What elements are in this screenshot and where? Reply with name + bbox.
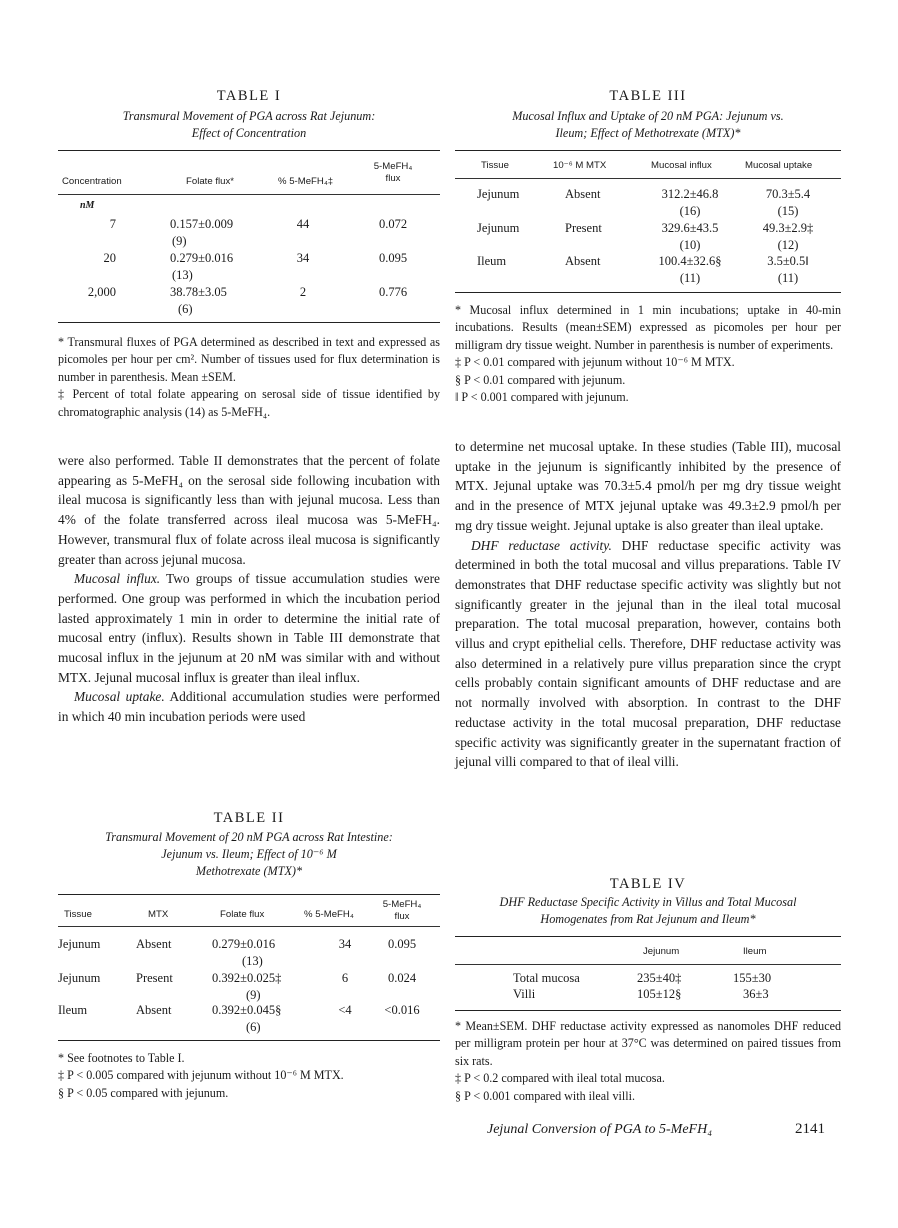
- section-heading: Mucosal uptake.: [74, 689, 165, 705]
- table-rule: [455, 1010, 841, 1011]
- table-rule: [58, 194, 440, 195]
- table-3-caption: Mucosal Influx and Uptake of 20 nM PGA: Jejunum vs. Ileum; Effect of Methotrexate (MTX)*: [512, 109, 784, 140]
- table-1-title: TABLE I: [216, 88, 282, 104]
- table-rule: [58, 894, 440, 895]
- footnote: * Transmural fluxes of PGA determined as described in text and expressed as picomoles per hour per cm². Number of tissues used for flux determination is number in parenthesis. Mean ±SEM.: [58, 335, 440, 384]
- paragraph: Mucosal uptake. Additional accumulation studies were performed in which 40 min incubation periods were used: [58, 689, 440, 725]
- header-tissue: Tissue: [64, 909, 92, 920]
- table-rule: [58, 322, 440, 323]
- table-4-title: TABLE IV: [609, 876, 687, 892]
- table-rule: [455, 150, 841, 151]
- table-4-caption: DHF Reductase Specific Activity in Villus and Total Mucosal Homogenates from Rat Jejunum and Ileum*: [499, 895, 797, 926]
- header-concentration: Concentration: [62, 176, 122, 187]
- paragraph: to determine net mucosal uptake. In these studies (Table III), mucosal uptake in the jejunum is significantly inhibited by the presence of MTX. Jejunal uptake was 70.3±5.4 pmol/h per mg dry tissue weight and in the presence of MTX jejunal uptake was 49.3±2.9 pmol/h per mg dry tissue weight. Jejunal uptake is also greater than ileal uptake.: [455, 439, 841, 533]
- section-heading: Mucosal influx.: [74, 571, 161, 587]
- table-rule: [455, 178, 841, 179]
- footnote: ‡ P < 0.01 compared with jejunum without 10⁻⁶ M MTX.: [455, 355, 735, 370]
- footnote: § P < 0.05 compared with jejunum.: [58, 1085, 229, 1100]
- table-2-title: TABLE II: [213, 810, 285, 826]
- table-4-footnotes: [455, 1018, 841, 1105]
- table-rule: [58, 926, 440, 927]
- footnote: * Mucosal influx determined in 1 min incubations; uptake in 40-min incubations. Results (mean±SEM) expressed as picomoles per hour per milligram dry tissue weight. Number in parenthesis is number of experiments.: [455, 303, 841, 352]
- table-rule: [455, 964, 841, 965]
- table-rule: [455, 936, 841, 937]
- running-title: Jejunal Conversion of PGA to 5-MeFH₄: [487, 1122, 713, 1137]
- footnote: ‡ P < 0.2 compared with ileal total mucosa.: [455, 1071, 665, 1086]
- header-folate-flux: Folate flux*: [186, 176, 234, 187]
- footnote: * See footnotes to Table I.: [58, 1051, 185, 1065]
- paragraph: Mucosal influx. Two groups of tissue accumulation studies were performed. One group was performed in which the incubation period lasted approximately 1 min in order to determine the initial rate of mucosal entry (influx). Results shown in Table III demonstrate that mucosal influx in the jejunum at 20 nM was similar with and without MTX. Jejunal mucosal influx is greater than ileal influx.: [58, 571, 440, 685]
- section-heading: DHF reductase activity.: [471, 537, 612, 553]
- paragraph: DHF reductase activity. DHF reductase specific activity was determined in both the total mucosal and villus preparations. Table IV demonstrates that DHF reductase specific activity was slightly but not significantly greater in the jejunal than in the ileal total mucosal preparation. The total mucosal preparation, however, contains both villus and crypt epithelial cells. Therefore, DHF reductase activity was also determined in a relatively pure villus preparation since the crypt cells probably contain significant amounts of DHF reductase and are not normally involved with absorption. In contrast to the DHF reductase activity in the total mucosal preparation, DHF reductase specific activity was significantly greater in the supernatant fraction of jejunal villi compared to that of ileal villi.: [455, 537, 841, 770]
- header-ileum: Ileum: [743, 946, 767, 957]
- footnote: ‡ P < 0.005 compared with jejunum without 10⁻⁶ M MTX.: [58, 1068, 344, 1083]
- body-text-left: [58, 451, 440, 727]
- footnote: § P < 0.01 compared with jejunum.: [455, 372, 626, 387]
- header-mefh-flux: 5-MeFH₄ flux: [382, 899, 422, 922]
- table-3-footnotes: [455, 302, 841, 406]
- header-mucosal-uptake: Mucosal uptake: [745, 160, 813, 171]
- header-jejunum: Jejunum: [643, 946, 680, 957]
- header-tissue: Tissue: [481, 160, 509, 171]
- header-folate-flux: Folate flux: [220, 909, 265, 920]
- header-pct-mefh: % 5-MeFH₄‡: [278, 176, 334, 187]
- footnote: ‖ P < 0.001 compared with jejunum.: [455, 390, 629, 405]
- table-1-caption: Transmural Movement of PGA across Rat Jejunum: Effect of Concentration: [122, 109, 376, 140]
- header-mtx: 10⁻⁶ M MTX: [553, 160, 607, 171]
- header-pct-mefh: % 5-MeFH₄: [304, 909, 354, 920]
- table-1-footnotes: [58, 334, 440, 421]
- paragraph: were also performed. Table II demonstrates that the percent of folate appearing as 5-MeFH₄ on the serosal side following incubation with ileal mucosa is significantly less than with jejunal mucosa. Less than 4% of the folate transferred across ileal mucosa was 5-MeFH₄. However, transmural flux of folate across ileal mucosa is significantly greater than across jejunal mucosa.: [58, 453, 440, 567]
- footnote: ‡ Percent of total folate appearing on serosal side of tissue identified by chromatographic analysis (14) as 5-MeFH₄.: [58, 387, 440, 419]
- unit-label: nM: [80, 200, 95, 211]
- table-rule: [58, 1040, 440, 1041]
- table-rule: [455, 292, 841, 293]
- table-3-title: TABLE III: [609, 88, 687, 104]
- table-2-caption: Transmural Movement of 20 nM PGA across Rat Intestine: Jejunum vs. Ileum; Effect of 10⁻⁶ M Methotrexate (MTX)*: [105, 830, 393, 878]
- table-rule: [58, 150, 440, 151]
- header-mefh-flux: 5-MeFH₄ flux: [373, 161, 413, 184]
- body-text-right: [455, 437, 841, 772]
- page-number: 2141: [795, 1121, 825, 1137]
- header-mucosal-influx: Mucosal influx: [651, 160, 712, 171]
- header-mtx: MTX: [148, 909, 169, 920]
- footnote: § P < 0.001 compared with ileal villi.: [455, 1088, 636, 1103]
- table-2-footnotes: [58, 1050, 440, 1102]
- footnote: * Mean±SEM. DHF reductase activity expressed as nanomoles DHF reduced per milligram protein per hour at 37°C was determined on paired tissues from six rats.: [455, 1019, 841, 1068]
